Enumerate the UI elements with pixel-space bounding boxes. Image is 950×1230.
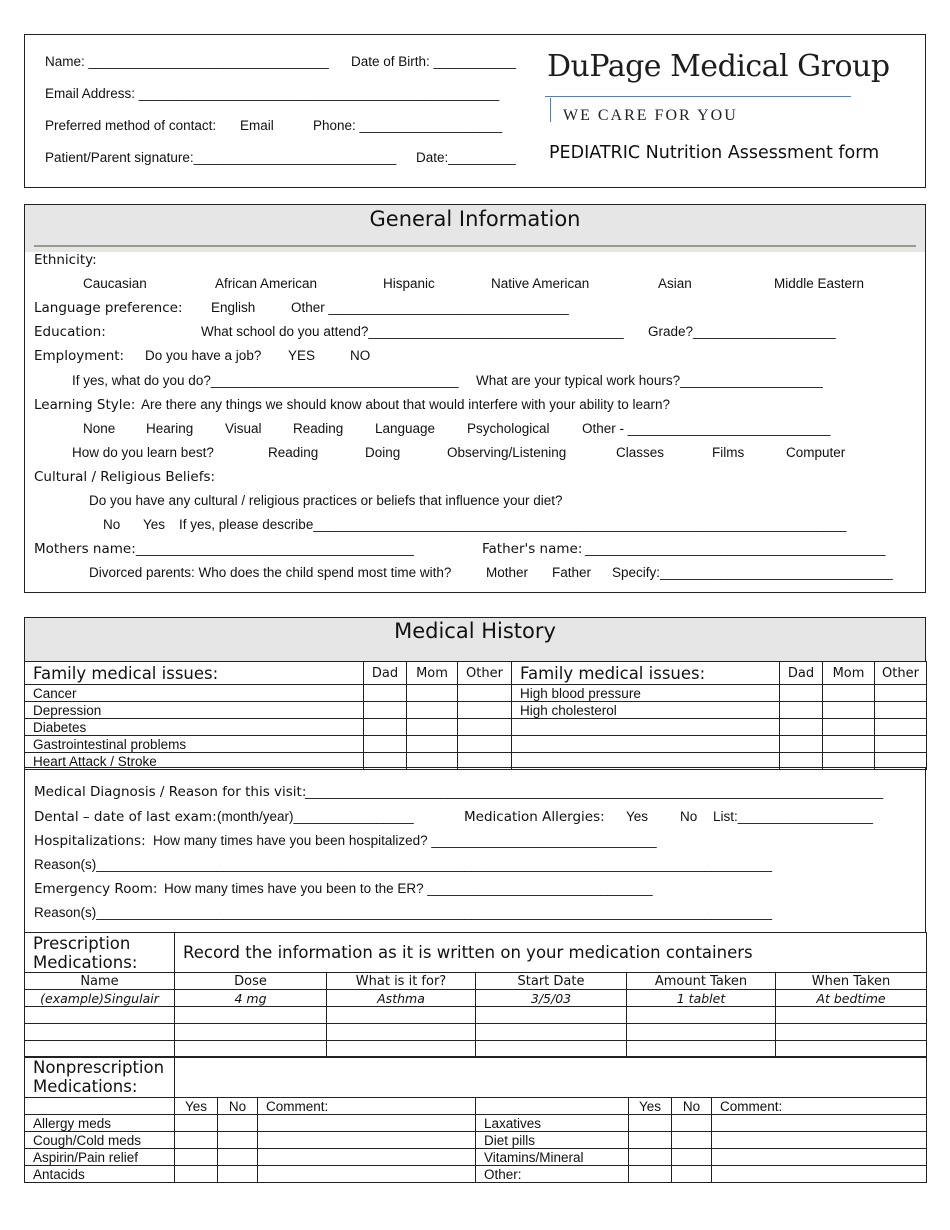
job-yes-option[interactable]: YES: [288, 348, 316, 363]
school-field[interactable]: What school do you attend?__________________________________: [201, 324, 624, 339]
learning-psychological[interactable]: Psychological: [467, 421, 550, 436]
ethnicity-middle-eastern[interactable]: Middle Eastern: [774, 276, 865, 291]
emergency-room-label: Emergency Room:: [34, 881, 158, 897]
nonprescription-label-line1: Nonprescription: [33, 1058, 165, 1077]
work-hours-field[interactable]: What are your typical work hours?___________________: [476, 373, 823, 388]
table-row: [25, 702, 927, 719]
checkbox-cell[interactable]: [364, 736, 407, 753]
checkbox-cell[interactable]: [364, 719, 407, 736]
table-row: [25, 719, 927, 736]
comment-cell[interactable]: [712, 1166, 927, 1183]
family-issues-header-right: Family medical issues:: [512, 662, 780, 685]
item-laxatives: Laxatives: [476, 1115, 629, 1132]
learning-question: Are there any things we should know about that would interfere with your ability to learn?: [141, 397, 671, 412]
nonprescription-label: [25, 1057, 175, 1098]
entry-cell[interactable]: [327, 1041, 476, 1058]
learn-best-doing[interactable]: Doing: [365, 445, 401, 460]
table-row: [25, 1132, 927, 1149]
checkbox-cell[interactable]: [458, 736, 512, 753]
hospitalizations-field[interactable]: How many times have you been hospitalized? ______________________________: [153, 833, 657, 848]
contact-label: Preferred method of contact:: [45, 118, 217, 133]
nonprescription-table: [24, 1056, 927, 1183]
logo-rule: [545, 96, 851, 97]
checkbox-cell[interactable]: [458, 702, 512, 719]
item-allergy-meds: Allergy meds: [25, 1115, 175, 1132]
col-dad-left: Dad: [364, 662, 407, 685]
form-title: PEDIATRIC Nutrition Assessment form: [549, 143, 880, 163]
cultural-no-option[interactable]: No: [103, 517, 121, 532]
entry-cell[interactable]: [175, 1024, 327, 1041]
prescription-label-line1: Prescription: [33, 934, 131, 953]
family-issue-heart-attack-stroke: Heart Attack / Stroke: [25, 753, 364, 770]
checkbox-cell[interactable]: [364, 702, 407, 719]
entry-cell[interactable]: [25, 1041, 175, 1058]
col-start-date: Start Date: [476, 973, 627, 990]
contact-email-option[interactable]: Email: [240, 118, 274, 133]
language-label: Language preference:: [34, 300, 183, 316]
col-when-taken: When Taken: [776, 973, 927, 990]
comment-cell[interactable]: [258, 1132, 476, 1149]
entry-cell[interactable]: [175, 1041, 327, 1058]
job-question: Do you have a job?: [145, 348, 262, 363]
father-name-field[interactable]: ________________________________________: [585, 541, 886, 556]
prescription-table: [24, 932, 927, 1058]
table-row: [25, 1007, 927, 1024]
checkbox-cell[interactable]: [875, 685, 927, 702]
learning-style-label: Learning Style:: [34, 397, 136, 413]
no-cell[interactable]: [218, 1166, 258, 1183]
divorced-mother-option[interactable]: Mother: [486, 565, 529, 580]
entry-cell[interactable]: [627, 1024, 776, 1041]
comment-cell[interactable]: [712, 1132, 927, 1149]
patient-header-box: [24, 34, 926, 188]
checkbox-cell[interactable]: [364, 685, 407, 702]
entry-cell[interactable]: [776, 1041, 927, 1058]
father-name-label: Father's name:: [482, 541, 583, 557]
cultural-yes-option[interactable]: Yes: [143, 517, 166, 532]
checkbox-cell[interactable]: [780, 736, 823, 753]
prescription-label: [25, 933, 175, 973]
col-purpose: What is it for?: [327, 973, 476, 990]
hospitalization-reasons-field[interactable]: Reason(s)__________________________________________________________________________________________: [34, 857, 772, 872]
col-yes-left: Yes: [175, 1098, 218, 1115]
learning-none[interactable]: None: [83, 421, 116, 436]
learn-best-classes[interactable]: Classes: [616, 445, 665, 460]
col-mom-right: Mom: [823, 662, 875, 685]
divorced-father-option[interactable]: Father: [552, 565, 592, 580]
yes-cell[interactable]: [175, 1149, 218, 1166]
col-other-right: Other: [875, 662, 927, 685]
example-start-date: 3/5/03: [476, 990, 627, 1007]
item-vitamins-mineral: Vitamins/Mineral: [476, 1149, 629, 1166]
learn-best-observing[interactable]: Observing/Listening: [447, 445, 567, 460]
learning-reading[interactable]: Reading: [293, 421, 344, 436]
dob-field[interactable]: Date of Birth: ___________: [351, 54, 517, 69]
checkbox-cell[interactable]: [407, 685, 458, 702]
cultural-question: Do you have any cultural / religious practices or beliefs that influence your diet?: [89, 493, 563, 508]
medication-allergies-label: Medication Allergies:: [464, 809, 605, 825]
item-cough-cold-meds: Cough/Cold meds: [25, 1132, 175, 1149]
entry-cell[interactable]: [476, 1024, 627, 1041]
yes-cell[interactable]: [175, 1132, 218, 1149]
col-dose: Dose: [175, 973, 327, 990]
checkbox-cell[interactable]: [875, 719, 927, 736]
yes-cell[interactable]: [629, 1115, 672, 1132]
general-information-title: General Information: [25, 205, 925, 252]
allergy-no-option[interactable]: No: [680, 809, 698, 824]
ethnicity-hispanic[interactable]: Hispanic: [383, 276, 435, 291]
entry-cell[interactable]: [25, 1024, 175, 1041]
learning-other-field[interactable]: Other - ___________________________: [582, 421, 831, 436]
item-other: Other:: [476, 1166, 629, 1183]
emergency-room-field[interactable]: How many times have you been to the ER? ______________________________: [164, 881, 653, 896]
col-comment-right: Comment:: [712, 1098, 927, 1115]
learn-best-computer[interactable]: Computer: [786, 445, 846, 460]
example-purpose: Asthma: [327, 990, 476, 1007]
hospitalizations-label: Hospitalizations:: [34, 833, 146, 849]
no-cell[interactable]: [218, 1149, 258, 1166]
prescription-instruction: Record the information as it is written on your medication containers: [175, 933, 927, 973]
entry-cell[interactable]: [175, 1007, 327, 1024]
email-field[interactable]: Email Address: ________________________________________________: [45, 86, 500, 101]
cultural-describe-field[interactable]: If yes, please describe_______________________________________________________________________: [179, 517, 847, 532]
grade-field[interactable]: Grade?___________________: [648, 324, 836, 339]
checkbox-cell[interactable]: [407, 719, 458, 736]
learning-visual[interactable]: Visual: [225, 421, 262, 436]
employment-label: Employment:: [34, 348, 125, 364]
table-row: [25, 1149, 927, 1166]
entry-cell[interactable]: [476, 1007, 627, 1024]
checkbox-cell[interactable]: [407, 702, 458, 719]
col-yes-right: Yes: [629, 1098, 672, 1115]
col-no-right: No: [672, 1098, 712, 1115]
col-comment-left: Comment:: [258, 1098, 476, 1115]
cultural-label: Cultural / Religious Beliefs:: [34, 469, 216, 485]
ethnicity-caucasian[interactable]: Caucasian: [83, 276, 147, 291]
yes-cell[interactable]: [629, 1166, 672, 1183]
divorced-specify-field[interactable]: Specify:_______________________________: [612, 565, 893, 580]
yes-cell[interactable]: [629, 1132, 672, 1149]
nonprescription-label-line2: Medications:: [33, 1077, 138, 1096]
col-amount-taken: Amount Taken: [627, 973, 776, 990]
language-other-field[interactable]: Other ________________________________: [291, 300, 569, 315]
family-issue-depression: Depression: [25, 702, 364, 719]
item-antacids: Antacids: [25, 1166, 175, 1183]
checkbox-cell[interactable]: [875, 736, 927, 753]
diagnosis-field[interactable]: _____________________________________________________________________________: [305, 784, 884, 799]
general-title-rule: [34, 245, 916, 247]
checkbox-cell[interactable]: [875, 702, 927, 719]
learn-best-question: How do you learn best?: [72, 445, 214, 460]
logo-tagline: WE CARE FOR YOU: [563, 107, 738, 124]
no-cell[interactable]: [672, 1149, 712, 1166]
family-issue-blank[interactable]: [512, 736, 780, 753]
checkbox-cell[interactable]: [458, 685, 512, 702]
prescription-label-line2: Medications:: [33, 953, 138, 972]
checkbox-cell[interactable]: [780, 702, 823, 719]
family-issue-high-cholesterol: High cholesterol: [512, 702, 780, 719]
checkbox-cell[interactable]: [780, 685, 823, 702]
checkbox-cell[interactable]: [780, 719, 823, 736]
checkbox-cell[interactable]: [407, 736, 458, 753]
learning-language[interactable]: Language: [375, 421, 436, 436]
er-reasons-field[interactable]: Reason(s)__________________________________________________________________________________________: [34, 905, 772, 920]
entry-cell[interactable]: [476, 1041, 627, 1058]
checkbox-cell[interactable]: [823, 719, 875, 736]
learn-best-films[interactable]: Films: [712, 445, 745, 460]
ethnicity-native-american[interactable]: Native American: [491, 276, 590, 291]
entry-cell[interactable]: [776, 1024, 927, 1041]
ethnicity-label: Ethnicity:: [34, 252, 97, 268]
entry-cell[interactable]: [627, 1007, 776, 1024]
allergy-list-field[interactable]: List:__________________: [713, 809, 873, 824]
yes-cell[interactable]: [175, 1166, 218, 1183]
example-dose: 4 mg: [175, 990, 327, 1007]
item-aspirin-pain-relief: Aspirin/Pain relief: [25, 1149, 175, 1166]
logo-bracket: [550, 98, 551, 122]
logo-name: DuPage Medical Group: [547, 49, 890, 84]
entry-cell[interactable]: [25, 1007, 175, 1024]
ethnicity-african-american[interactable]: African American: [215, 276, 318, 291]
family-issue-diabetes: Diabetes: [25, 719, 364, 736]
job-detail-field[interactable]: If yes, what do you do?_________________________________: [72, 373, 459, 388]
family-issue-high-blood-pressure: High blood pressure: [512, 685, 780, 702]
family-issue-blank[interactable]: [512, 719, 780, 736]
job-no-option[interactable]: NO: [350, 348, 371, 363]
col-dad-right: Dad: [780, 662, 823, 685]
nonprescription-item-col-right: [476, 1098, 629, 1115]
col-name: Name: [25, 973, 175, 990]
family-issue-cancer: Cancer: [25, 685, 364, 702]
ethnicity-asian[interactable]: Asian: [658, 276, 692, 291]
education-label: Education:: [34, 324, 106, 340]
phone-field[interactable]: Phone: ___________________: [313, 118, 503, 133]
checkbox-cell[interactable]: [823, 736, 875, 753]
table-row: [25, 1041, 927, 1058]
no-cell[interactable]: [218, 1115, 258, 1132]
checkbox-cell[interactable]: [823, 685, 875, 702]
learning-hearing[interactable]: Hearing: [146, 421, 194, 436]
table-row: [25, 685, 927, 702]
allergy-yes-option[interactable]: Yes: [626, 809, 649, 824]
family-issue-gastrointestinal: Gastrointestinal problems: [25, 736, 364, 753]
example-amount: 1 tablet: [627, 990, 776, 1007]
learn-best-reading[interactable]: Reading: [268, 445, 319, 460]
table-row: [25, 736, 927, 753]
comment-cell[interactable]: [258, 1115, 476, 1132]
col-no-left: No: [218, 1098, 258, 1115]
table-row: [25, 1024, 927, 1041]
diagnosis-label: Medical Diagnosis / Reason for this visit:: [34, 784, 307, 800]
entry-cell[interactable]: [327, 1007, 476, 1024]
item-diet-pills: Diet pills: [476, 1132, 629, 1149]
family-issues-header-left: Family medical issues:: [25, 662, 364, 685]
no-cell[interactable]: [672, 1132, 712, 1149]
no-cell[interactable]: [672, 1115, 712, 1132]
yes-cell[interactable]: [175, 1115, 218, 1132]
dental-date-field[interactable]: (month/year)________________: [217, 809, 414, 824]
col-mom-left: Mom: [407, 662, 458, 685]
table-row: [25, 990, 927, 1007]
mother-name-field[interactable]: _____________________________________: [136, 541, 414, 556]
name-field[interactable]: Name: ________________________________: [45, 54, 329, 69]
table-row: [25, 1166, 927, 1183]
entry-cell[interactable]: [776, 1007, 927, 1024]
example-name: (example)Singulair: [25, 990, 175, 1007]
no-cell[interactable]: [218, 1132, 258, 1149]
divorced-question: Divorced parents: Who does the child spend most time with?: [89, 565, 452, 580]
nonprescription-header-blank: [175, 1057, 927, 1098]
comment-cell[interactable]: [712, 1149, 927, 1166]
signature-field[interactable]: Patient/Parent signature:___________________________: [45, 150, 397, 165]
mother-name-label: Mothers name:: [34, 541, 136, 557]
no-cell[interactable]: [672, 1166, 712, 1183]
language-english-option[interactable]: English: [211, 300, 256, 315]
family-medical-table: [24, 661, 927, 770]
entry-cell[interactable]: [327, 1024, 476, 1041]
signature-date-field[interactable]: Date:_________: [416, 150, 516, 165]
dental-label: Dental – date of last exam:: [34, 809, 217, 825]
table-row: [25, 1115, 927, 1132]
medical-history-title: Medical History: [24, 617, 926, 662]
comment-cell[interactable]: [712, 1115, 927, 1132]
example-when-taken: At bedtime: [776, 990, 927, 1007]
nonprescription-item-col-left: [25, 1098, 175, 1115]
checkbox-cell[interactable]: [458, 719, 512, 736]
comment-cell[interactable]: [258, 1166, 476, 1183]
entry-cell[interactable]: [627, 1041, 776, 1058]
checkbox-cell[interactable]: [823, 702, 875, 719]
comment-cell[interactable]: [258, 1149, 476, 1166]
col-other-left: Other: [458, 662, 512, 685]
yes-cell[interactable]: [629, 1149, 672, 1166]
